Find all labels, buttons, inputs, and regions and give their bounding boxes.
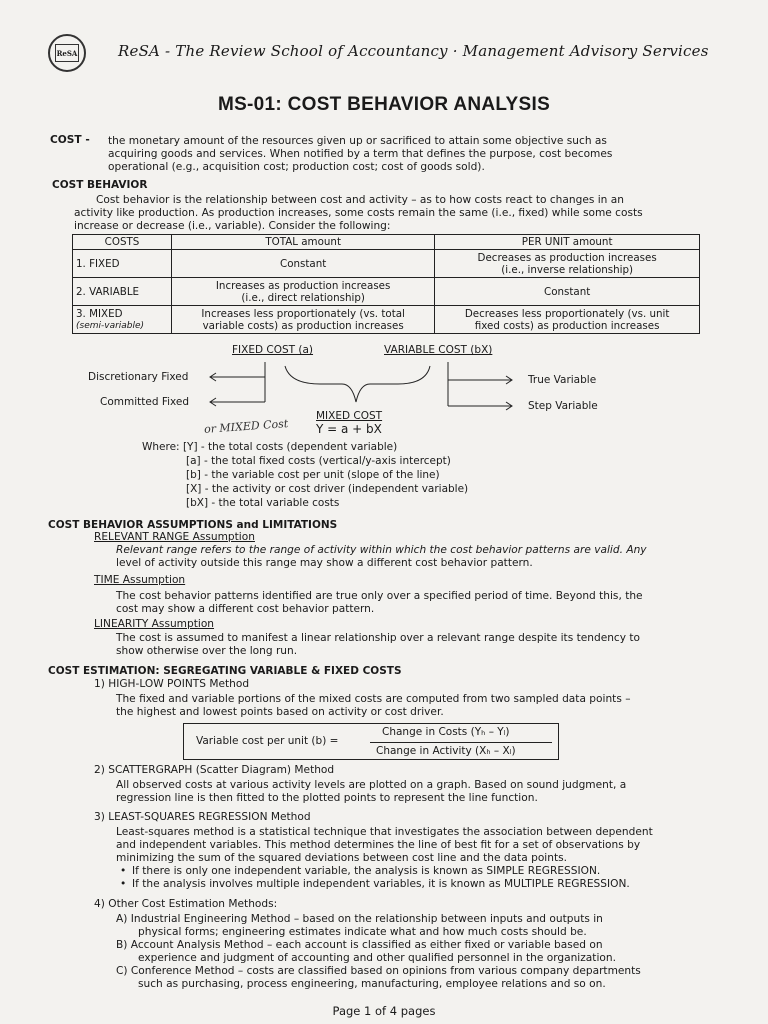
formula-legend — [142, 440, 468, 510]
other-method-c-line-1: C) Conference Method – costs are classified based on opinions from various company departments — [116, 965, 641, 977]
other-method-b-line-1: B) Account Analysis Method – each account is classified as either fixed or variable based on — [116, 939, 603, 951]
method-1-title: 1) HIGH-LOW POINTS Method — [94, 678, 250, 690]
legend-row: [bX] - the total variable costs — [186, 497, 340, 509]
method-4-title: 4) Other Cost Estimation Methods: — [94, 898, 278, 910]
table-row — [73, 306, 700, 334]
linearity-assumption-title: LINEARITY Assumption — [94, 618, 215, 630]
letterhead — [22, 30, 742, 80]
cost-behavior-line-2: activity like production. As production increases, some costs remain the same (i.e., fixed) while some costs — [74, 207, 643, 219]
other-method-b-line-2: experience and judgment of accounting and other qualified personnel in the organization. — [138, 952, 616, 964]
cost-def-line-3: operational (e.g., acquisition cost; production cost; cost of goods sold). — [108, 161, 485, 173]
cost-behavior-line-1: Cost behavior is the relationship between cost and activity – as to how costs react to changes in an — [96, 194, 624, 206]
formula-denominator: Change in Activity (Xₕ – Xₗ) — [376, 745, 516, 757]
page-number: Page 1 of 4 pages — [332, 1004, 436, 1018]
formula-numerator: Change in Costs (Yₕ – Yₗ) — [382, 726, 510, 738]
time-assumption-line-1: The cost behavior patterns identified are true only over a specified period of time. Beyond this, the — [116, 590, 643, 602]
table-cell: Decreases less proportionately (vs. unit fixed costs) as production increases — [435, 306, 700, 334]
method-3-line-3: minimizing the sum of the squared deviations between cost line and the data points. — [116, 852, 567, 864]
table-cell: Constant — [435, 278, 700, 306]
estimation-heading: COST ESTIMATION: SEGREGATING VARIABLE & FIXED COSTS — [48, 665, 402, 677]
table-cell: 1. FIXED — [73, 250, 172, 278]
step-variable-label: Step Variable — [528, 400, 598, 412]
variable-cost-label: VARIABLE COST (bX) — [384, 344, 493, 356]
table-cell: Constant — [172, 250, 435, 278]
table-cell: 3. MIXED (semi-variable) — [73, 306, 172, 334]
bullet-item: • If the analysis involves multiple independent variables, it is known as MULTIPLE REGRESSION. — [120, 878, 630, 890]
legend-row: [b] - the variable cost per unit (slope of the line) — [186, 469, 440, 481]
table-header: PER UNIT amount — [435, 235, 700, 250]
discretionary-fixed-label: Discretionary Fixed — [88, 371, 189, 383]
committed-fixed-label: Committed Fixed — [100, 396, 190, 408]
time-assumption-title: TIME Assumption — [94, 574, 186, 586]
table-cell: Decreases as production increases (i.e., inverse relationship) — [435, 250, 700, 278]
method-2-title: 2) SCATTERGRAPH (Scatter Diagram) Method — [94, 764, 335, 776]
handwritten-note: or MIXED Cost — [203, 417, 289, 436]
linearity-line-2: show otherwise over the long run. — [116, 645, 298, 657]
legend-row: Where: [Y] - the total costs (dependent variable) — [142, 441, 398, 453]
legend-row: [X] - the activity or cost driver (independent variable) — [186, 483, 469, 495]
true-variable-label: True Variable — [528, 374, 597, 386]
other-method-a-line-2: physical forms; engineering estimates indicate what and how much costs should be. — [138, 926, 587, 938]
relevant-range-line-2: level of activity outside this range may show a different cost behavior pattern. — [116, 557, 533, 569]
cost-behavior-table — [72, 234, 700, 334]
method-2-line-2: regression line is then fitted to the plotted points to represent the line function. — [116, 792, 538, 804]
cost-term: COST - — [50, 134, 90, 146]
table-header: TOTAL amount — [172, 235, 435, 250]
cost-behavior-line-3: increase or decrease (i.e., variable). Consider the following: — [74, 220, 391, 232]
table-row — [73, 250, 700, 278]
method-1-line-1: The fixed and variable portions of the mixed costs are computed from two sampled data points – — [116, 693, 631, 705]
method-1-line-2: the highest and lowest points based on activity or cost driver. — [116, 706, 444, 718]
table-cell: Increases as production increases (i.e., direct relationship) — [172, 278, 435, 306]
formula-left: Variable cost per unit (b) = — [196, 735, 339, 747]
method-3-title: 3) LEAST-SQUARES REGRESSION Method — [94, 811, 311, 823]
school-seal-icon — [48, 34, 86, 72]
high-low-formula-box — [183, 723, 559, 760]
legend-row: [a] - the total fixed costs (vertical/y-axis intercept) — [186, 455, 451, 467]
time-assumption-line-2: cost may show a different cost behavior pattern. — [116, 603, 375, 615]
cost-classification-diagram — [80, 340, 640, 440]
other-method-c-line-2: such as purchasing, process engineering, manufacturing, employee relations and so on. — [138, 978, 606, 990]
table-row — [73, 278, 700, 306]
table-cell: Increases less proportionately (vs. total variable costs) as production increases — [172, 306, 435, 334]
cost-formula: Y = a + bX — [316, 422, 382, 436]
table-cell: 2. VARIABLE — [73, 278, 172, 306]
linearity-line-1: The cost is assumed to manifest a linear relationship over a relevant range despite its tendency to — [116, 632, 641, 644]
other-method-a-line-1: A) Industrial Engineering Method – based on the relationship between inputs and outputs in — [116, 913, 603, 925]
seal-text: ReSA — [55, 44, 79, 62]
method-3-line-2: and independent variables. This method determines the line of best fit for a set of observations by — [116, 839, 641, 851]
relevant-range-title: RELEVANT RANGE Assumption — [94, 531, 255, 543]
mixed-cost-label: MIXED COST — [316, 410, 383, 422]
relevant-range-line-1: Relevant range refers to the range of activity within which the cost behavior patterns are valid. Any — [116, 544, 647, 556]
cost-def-line-1: the monetary amount of the resources given up or sacrificed to attain some objective such as — [108, 135, 607, 147]
fraction-bar — [370, 742, 552, 743]
fixed-cost-label: FIXED COST (a) — [232, 344, 314, 356]
cost-def-line-2: acquiring goods and services. When notified by a term that defines the purpose, cost becomes — [108, 148, 613, 160]
bullet-item: • If there is only one independent variable, the analysis is known as SIMPLE REGRESSION. — [120, 865, 601, 877]
table-header: COSTS — [73, 235, 172, 250]
method-3-line-1: Least-squares method is a statistical technique that investigates the association between dependent — [116, 826, 653, 838]
school-name: ReSA - The Review School of Accountancy · Management Advisory Services — [118, 42, 709, 60]
method-2-line-1: All observed costs at various activity levels are plotted on a graph. Based on sound judgment, a — [116, 779, 627, 791]
table-header-row — [73, 235, 700, 250]
page-title: MS-01: COST BEHAVIOR ANALYSIS — [217, 94, 551, 115]
cost-behavior-heading: COST BEHAVIOR — [52, 179, 148, 191]
assumptions-heading: COST BEHAVIOR ASSUMPTIONS and LIMITATIONS — [48, 519, 338, 531]
